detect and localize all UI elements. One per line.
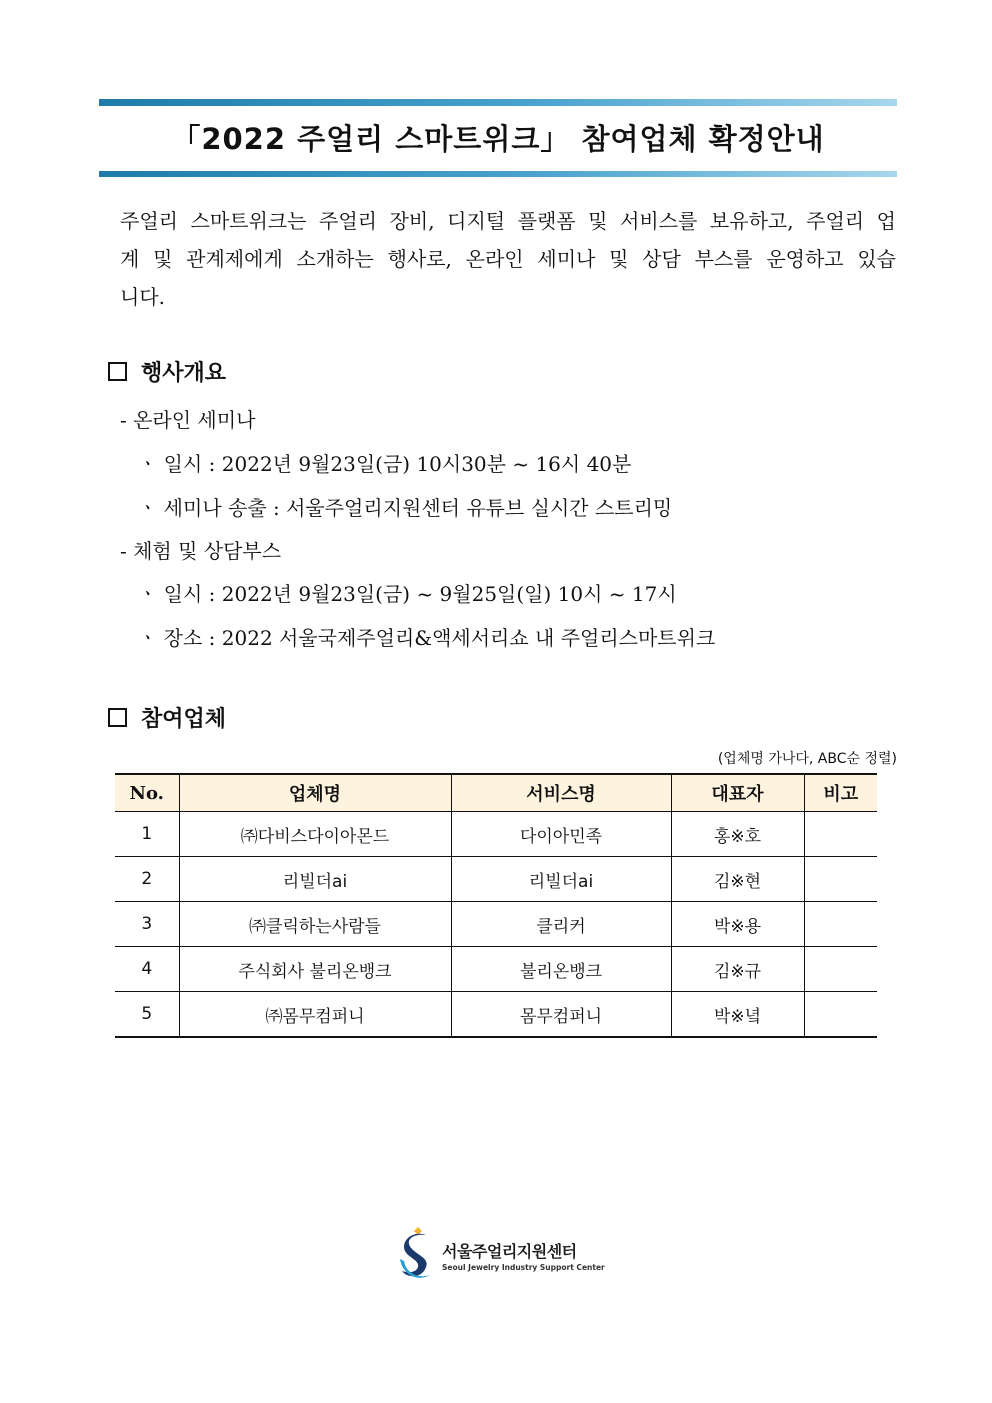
booth-place: ㆍ 장소 : 2022 서울국제주얼리&액세서리쇼 내 주얼리스마트위크 — [138, 626, 716, 650]
cell-service: 다이아민족 — [451, 812, 671, 857]
center-logo — [398, 1225, 608, 1285]
table-row — [115, 812, 877, 857]
participants-heading — [108, 702, 226, 733]
cell-company: ㈜몸무컴퍼니 — [179, 992, 451, 1038]
checkbox-icon — [108, 708, 127, 727]
cell-service: 몸무컴퍼니 — [451, 992, 671, 1038]
title-bottom-rule — [99, 171, 897, 177]
table-row — [115, 857, 877, 902]
cell-no: 5 — [115, 992, 179, 1038]
overview-heading-text: 행사개요 — [141, 361, 227, 386]
column-header-remarks: 비고 — [804, 774, 877, 812]
logo-name-en: Seoul Jewelry Industry Support Center — [442, 1262, 605, 1272]
cell-ceo: 김※현 — [671, 857, 804, 902]
cell-no: 2 — [115, 857, 179, 902]
cell-remarks — [804, 902, 877, 947]
overview-heading — [108, 356, 226, 387]
cell-remarks — [804, 857, 877, 902]
cell-service: 클리커 — [451, 902, 671, 947]
table-row — [115, 947, 877, 992]
cell-ceo: 박※용 — [671, 902, 804, 947]
checkbox-icon — [108, 362, 127, 381]
cell-company: 주식회사 불리온뱅크 — [179, 947, 451, 992]
cell-company: 리빌더ai — [179, 857, 451, 902]
column-header-ceo: 대표자 — [671, 774, 804, 812]
participants-table — [115, 773, 877, 1038]
cell-remarks — [804, 947, 877, 992]
intro-paragraph: 주얼리 스마트위크는 주얼리 장비, 디지털 플랫폼 및 서비스를 보유하고, 주얼리 업계 및 관계제에게 소개하는 행사로, 온라인 세미나 및 상담 부스를 운영하고 있습니다. — [120, 209, 896, 309]
table-row — [115, 902, 877, 947]
seminar-broadcast: ㆍ 세미나 송출 : 서울주얼리지원센터 유튜브 실시간 스트리밍 — [138, 496, 673, 520]
column-header-company: 업체명 — [179, 774, 451, 812]
title-top-rule — [99, 99, 897, 106]
column-header-service: 서비스명 — [451, 774, 671, 812]
cell-remarks — [804, 992, 877, 1038]
sort-note: (업체명 가나다, ABC순 정렬) — [717, 751, 897, 767]
booth-date: ㆍ 일시 : 2022년 9월23일(금) ~ 9월25일(일) 10시 ~ 17시 — [138, 582, 677, 606]
cell-company: ㈜다비스다이아몬드 — [179, 812, 451, 857]
cell-ceo: 김※규 — [671, 947, 804, 992]
cell-no: 3 — [115, 902, 179, 947]
seminar-label: - 온라인 세미나 — [120, 408, 256, 432]
cell-ceo: 홍※호 — [671, 812, 804, 857]
table-header-row — [115, 774, 877, 812]
cell-no: 1 — [115, 812, 179, 857]
cell-service: 리빌더ai — [451, 857, 671, 902]
cell-remarks — [804, 812, 877, 857]
seminar-date: ㆍ 일시 : 2022년 9월23일(금) 10시30분 ~ 16시 40분 — [138, 452, 632, 476]
table-row — [115, 992, 877, 1038]
jewelry-s-logo-icon — [398, 1225, 438, 1285]
cell-ceo: 박※녘 — [671, 992, 804, 1038]
page-title: 「2022 주얼리 스마트위크」 참여업체 확정안내 — [171, 122, 825, 156]
cell-company: ㈜클릭하는사람들 — [179, 902, 451, 947]
column-header-no: No. — [115, 774, 179, 812]
participants-heading-text: 참여업체 — [141, 707, 227, 732]
cell-no: 4 — [115, 947, 179, 992]
logo-name-ko: 서울주얼리지원센터 — [442, 1241, 577, 1261]
booth-label: - 체험 및 상담부스 — [120, 539, 282, 563]
cell-service: 불리온뱅크 — [451, 947, 671, 992]
